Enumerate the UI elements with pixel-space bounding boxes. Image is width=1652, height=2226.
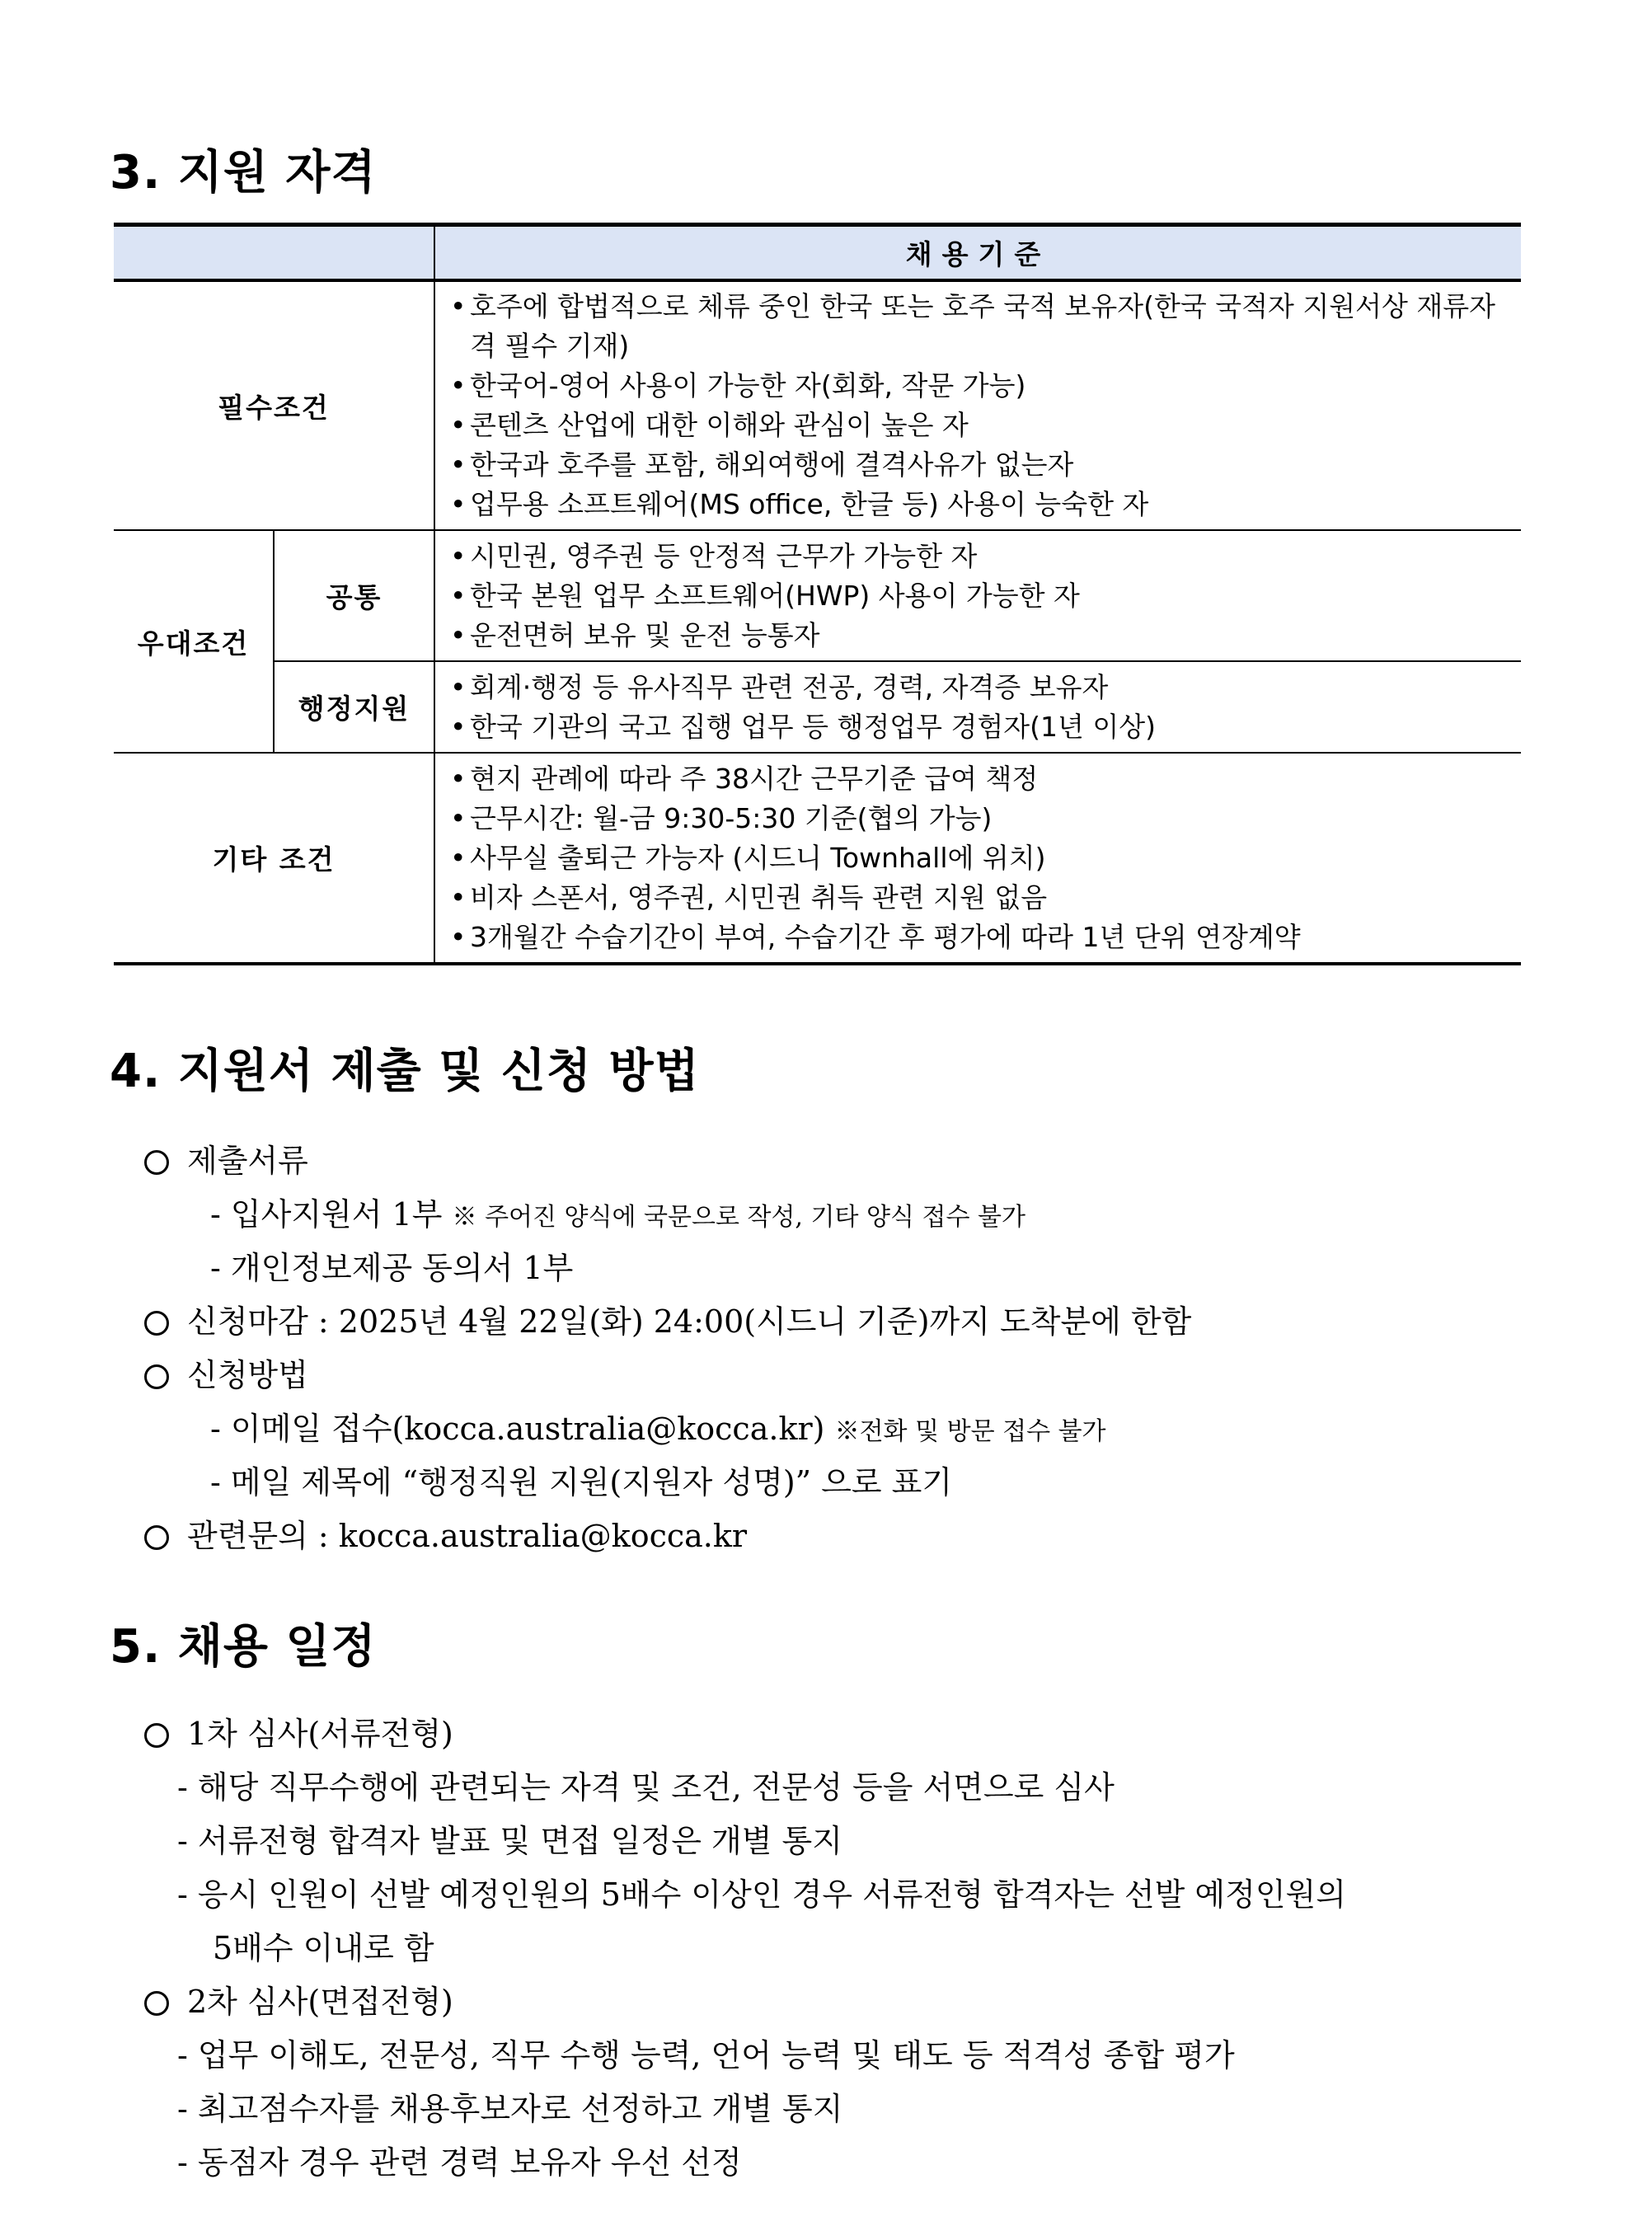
method-line: [144, 1355, 308, 1396]
circle-bullet-icon: [144, 1723, 169, 1748]
stage1-item: 5배수 이내로 함: [213, 1930, 434, 1966]
list-item: • 회계·행정 등 유사직무 관련 전공, 경력, 자격증 보유자: [447, 668, 1513, 707]
list-item: • 시민권, 영주권 등 안정적 근무가 가능한 자: [447, 537, 1513, 576]
required-row: [114, 280, 1521, 530]
preferred-admin-label: 행정지원: [274, 661, 434, 753]
preferred-common-label: 공통: [274, 530, 434, 661]
list-item: • 한국어-영어 사용이 가능한 자(회화, 작문 가능): [447, 366, 1513, 406]
section-4-title: 4. 지원서 제출 및 신청 방법: [110, 1045, 700, 1098]
list-item: • 3개월간 수습기간이 부여, 수습기간 후 평가에 따라 1년 단위 연장계약: [447, 918, 1513, 957]
contact-text: 관련문의 : kocca.australia@kocca.kr: [187, 1518, 748, 1554]
list-item: • 한국 본원 업무 소프트웨어(HWP) 사용이 가능한 자: [447, 576, 1513, 616]
preferred-common-row: [114, 530, 1521, 661]
circle-bullet-icon: [144, 1364, 169, 1389]
circle-bullet-icon: [144, 1311, 169, 1336]
list-item: • 근무시간: 월-금 9:30-5:30 기준(협의 가능): [447, 799, 1513, 838]
stage1-item: - 서류전형 합격자 발표 및 면접 일정은 개별 통지: [177, 1823, 842, 1859]
doc2-line: [210, 1247, 573, 1289]
docs-label: 제출서류: [187, 1143, 308, 1179]
stage1-item: - 응시 인원이 선발 예정인원의 5배수 이상인 경우 서류전형 합격자는 선발 예정인원의: [177, 1876, 1346, 1913]
method1-note: ※전화 및 방문 접수 불가: [834, 1417, 1106, 1446]
stage2-item: - 최고점수자를 채용후보자로 선정하고 개별 통지: [177, 2091, 843, 2127]
doc1-line: [210, 1194, 1025, 1238]
circle-bullet-icon: [144, 1525, 169, 1550]
contact-line: [144, 1515, 747, 1557]
preferred-common-cell: [434, 530, 1521, 661]
other-label: 기타 조건: [114, 753, 434, 964]
stage1-line: [144, 1713, 453, 1754]
method1-line: [210, 1408, 1106, 1453]
section-3-title: 3. 지원 자격: [110, 146, 377, 200]
preferred-label: 우대조건: [114, 530, 274, 753]
header-blank-cell: [114, 225, 434, 281]
stage2-item: - 업무 이해도, 전문성, 직무 수행 능력, 언어 능력 및 태도 등 적격성 종합 평가: [177, 2037, 1235, 2073]
list-item: • 한국 기관의 국고 집행 업무 등 행정업무 경험자(1년 이상): [447, 707, 1513, 747]
docs-line: [144, 1140, 308, 1181]
list-item: • 업무용 소프트웨어(MS office, 한글 등) 사용이 능숙한 자: [447, 485, 1513, 524]
method2-text: - 메일 제목에 “행정직원 지원(지원자 성명)” 으로 표기: [210, 1464, 953, 1500]
list-item: • 한국과 호주를 포함, 해외여행에 결격사유가 없는자: [447, 445, 1513, 485]
section-5-title: 5. 채용 일정: [110, 1620, 377, 1674]
list-item: • 사무실 출퇴근 가능자 (시드니 Townhall에 위치): [447, 838, 1513, 878]
table-header-row: [114, 225, 1521, 281]
qualification-table: [114, 223, 1521, 965]
deadline-text: 신청마감 : 2025년 4월 22일(화) 24:00(시드니 기준)까지 도착분에 한함: [187, 1303, 1192, 1340]
doc1-text: - 입사지원서 1부: [210, 1196, 443, 1233]
table-header-criteria: 채용기준: [434, 225, 1521, 281]
other-cell: [434, 753, 1521, 964]
stage2-label: 2차 심사(면접전형): [187, 1984, 453, 2020]
list-item: • 현지 관례에 따라 주 38시간 근무기준 급여 책정: [447, 759, 1513, 799]
method2-line: [210, 1462, 952, 1503]
stage2-line: [144, 1981, 453, 2022]
list-item: • 호주에 합법적으로 체류 중인 한국 또는 호주 국적 보유자(한국 국적자 지원서상 재류자격 필수 기재): [447, 287, 1513, 366]
circle-bullet-icon: [144, 1150, 169, 1175]
stage1-item: - 해당 직무수행에 관련되는 자격 및 조건, 전문성 등을 서면으로 심사: [177, 1769, 1115, 1806]
list-item: • 콘텐츠 산업에 대한 이해와 관심이 높은 자: [447, 406, 1513, 445]
stage1-label: 1차 심사(서류전형): [187, 1716, 453, 1752]
circle-bullet-icon: [144, 1991, 169, 2016]
preferred-admin-row: [114, 661, 1521, 753]
method1-text: - 이메일 접수(kocca.australia@kocca.kr): [210, 1411, 825, 1447]
list-item: • 운전면허 보유 및 운전 능통자: [447, 616, 1513, 655]
doc2-text: - 개인정보제공 동의서 1부: [210, 1250, 574, 1286]
other-row: [114, 753, 1521, 964]
method-label: 신청방법: [187, 1357, 308, 1393]
preferred-admin-cell: [434, 661, 1521, 753]
deadline-line: [144, 1301, 1191, 1342]
required-label: 필수조건: [114, 280, 434, 530]
required-cell: [434, 280, 1521, 530]
stage2-item: - 동점자 경우 관련 경력 보유자 우선 선정: [177, 2144, 742, 2181]
doc1-note: ※ 주어진 양식에 국문으로 작성, 기타 양식 접수 불가: [452, 1203, 1025, 1232]
list-item: • 비자 스폰서, 영주권, 시민권 취득 관련 지원 없음: [447, 878, 1513, 918]
